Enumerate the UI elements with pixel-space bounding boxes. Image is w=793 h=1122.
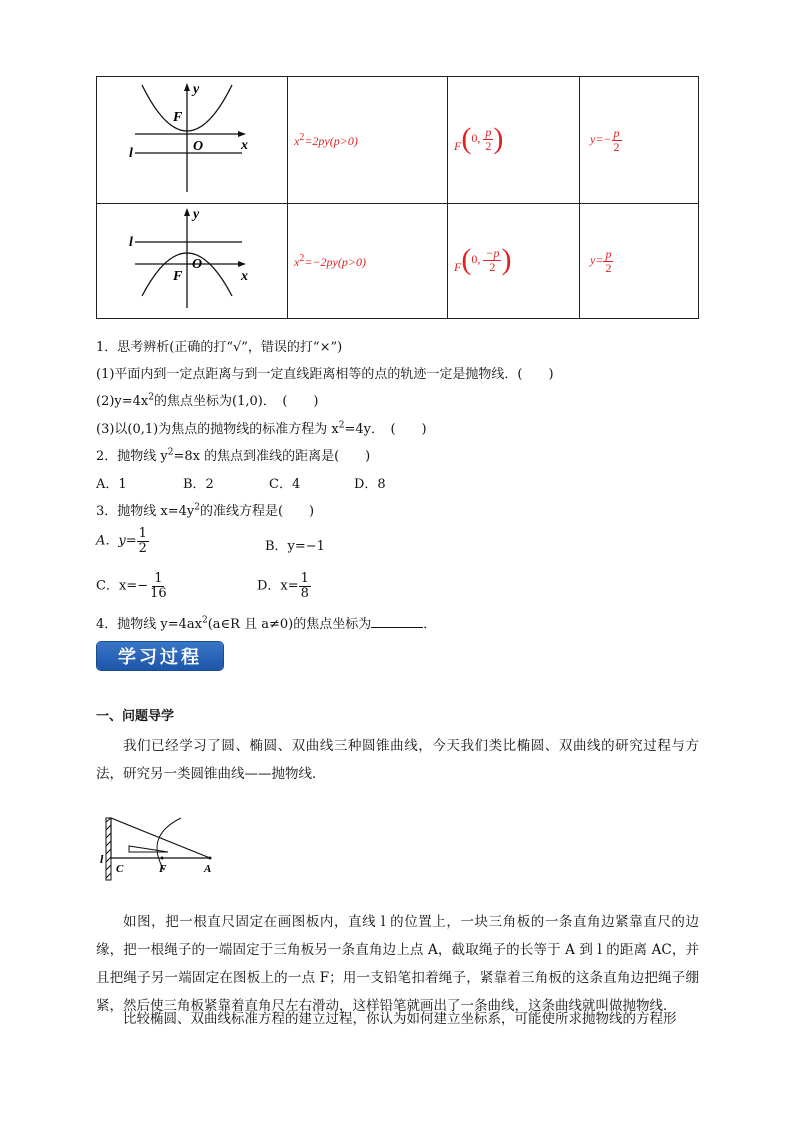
section-heading: 一、问题导学	[96, 709, 175, 724]
q3-option-a: A．y= $\frac{1}{2}$	[96, 526, 147, 556]
q3-option-b: B．y=−1	[265, 539, 325, 554]
graph-label-o: O	[193, 139, 204, 154]
figure-label-a: A	[204, 863, 212, 875]
directrix-cell	[580, 77, 699, 204]
q2-option-a: A．1	[96, 477, 127, 492]
table-row	[97, 77, 699, 204]
graph-label-x: x	[241, 138, 248, 153]
graph-label-l: l	[129, 235, 133, 250]
parabola-up-graph	[97, 77, 287, 199]
section-badge: 学习过程	[97, 642, 223, 670]
intro-paragraph: 我们已经学习了圆、椭圆、双曲线三种圆锥曲线，今天我们类比椭圆、双曲线的研究过程与方法，研究另一类圆锥曲线——抛物线．	[96, 738, 699, 782]
figure-label-c: C	[116, 863, 124, 875]
parabola-down-graph	[97, 204, 287, 314]
graph-label-x: x	[241, 269, 248, 284]
graph-label-y: y	[193, 82, 200, 97]
parabola-table	[96, 76, 699, 319]
graph-label-f: F	[173, 269, 183, 284]
q3-option-d: D．x= $\frac{1}{8}$	[257, 571, 309, 601]
directrix-cell	[580, 204, 699, 319]
ruler-triangle-figure	[96, 812, 236, 884]
directrix: y= $\frac{p}{2}$	[590, 246, 612, 275]
graph-cell	[97, 77, 288, 204]
graph-cell	[97, 204, 288, 319]
graph-label-l: l	[129, 146, 133, 161]
compare-paragraph: 比较椭圆、双曲线标准方程的建立过程，你认为如何建立坐标系，可能使所求抛物线的方程形	[123, 1011, 677, 1027]
graph-label-f: F	[173, 110, 183, 125]
equation: $x^2=2py(p>0)$	[294, 131, 358, 148]
table-row	[97, 204, 699, 319]
q2-option-c: C．4	[269, 477, 301, 492]
focus-cell	[448, 77, 580, 204]
q1-item2: $(2)y=4x^2$的焦点坐标为(1,0)． ( )	[96, 392, 319, 409]
focus: F(0, $\frac{-p}{2}$ )	[454, 243, 512, 277]
q2-option-d: D．8	[354, 477, 386, 492]
equation: $x^2=-2py(p>0)$	[294, 252, 366, 269]
q1-title: 1．思考辨析(正确的打“√”，错误的打“×”)	[96, 340, 343, 355]
figure-label-f: F	[159, 863, 167, 875]
figure-label-l: l	[100, 852, 104, 866]
graph-label-y: y	[193, 207, 200, 222]
focus: F(0, $\frac{p}{2}$ )	[454, 122, 504, 156]
q2-option-b: B．2	[183, 477, 214, 492]
equation-cell	[288, 77, 448, 204]
q2-stem: 2．抛物线 $y^2=8x$ 的焦点到准线的距离是( )	[96, 447, 371, 464]
focus-cell	[448, 204, 580, 319]
q3-stem: 3．抛物线 $x=4y^2$的准线方程是( )	[96, 502, 315, 519]
answer-blank	[371, 615, 423, 628]
equation-cell	[288, 204, 448, 319]
q4-stem: 4．抛物线 $y=4ax^2(a\in R$ 且 a≠0)的焦点坐标为 ．	[96, 615, 437, 632]
graph-label-o: O	[192, 257, 203, 272]
q1-item3: (3)以(0,1)为焦点的抛物线的标准方程为 $x^2=4y$． ( )	[96, 420, 427, 437]
q3-option-c: C．x=− $\frac{1}{16}$	[96, 571, 167, 601]
q1-item1: (1)平面内到一定点距离与到一定直线距离相等的点的轨迹一定是抛物线．( )	[96, 367, 554, 382]
directrix: y=− $\frac{p}{2}$	[590, 125, 620, 154]
construction-paragraph: 如图，把一根直尺固定在画图板内，直线 l 的位置上，一块三角板的一条直角边紧靠直尺的边缘，把一根绳子的一端固定于三角板另一条直角边上点 A，截取绳子的长等于 A 到 l 的距离 AC，并且把绳子另一端固定在图板上的一点 F；用一支铅笔扣着绳子，紧靠着三角板的这条直角边把绳子绷紧，然后使三角板紧靠着直角尺左右滑动，这样铅笔就画出了一条曲线，这条曲线就叫做抛物线．	[96, 914, 699, 1014]
